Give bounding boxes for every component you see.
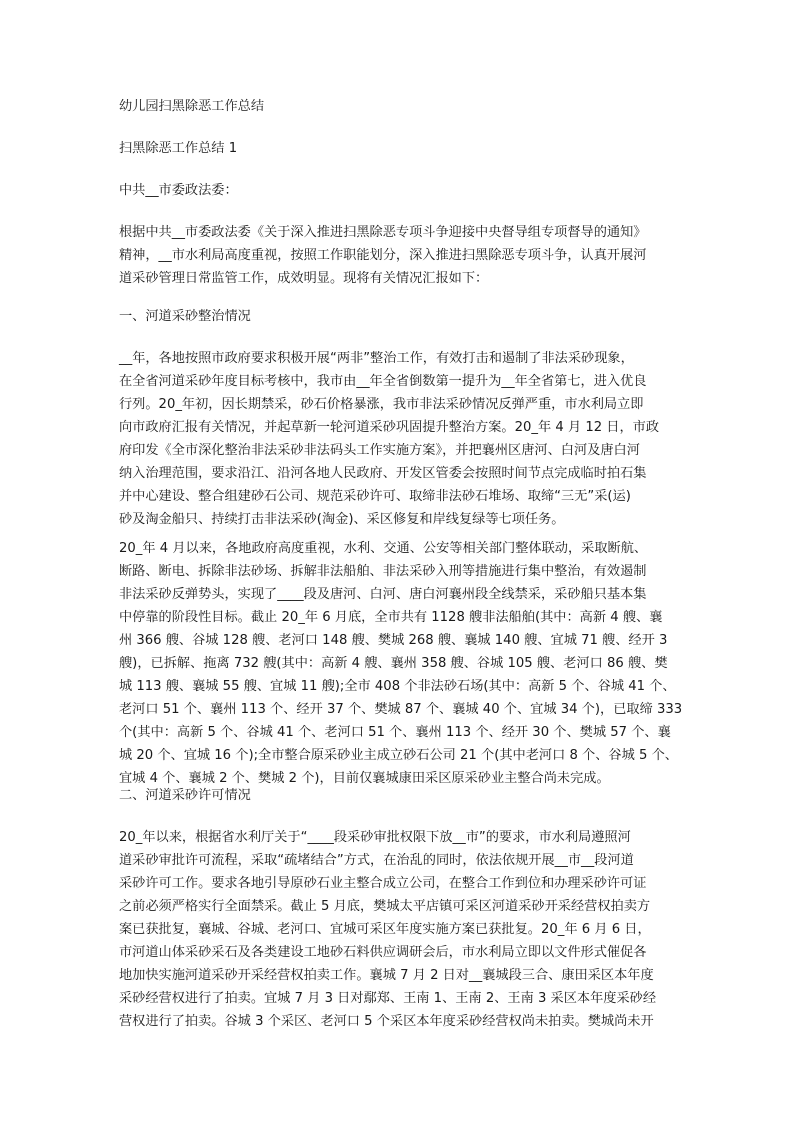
- section1-paragraph-2: [119, 537, 683, 790]
- text-line: 并中心建设、整合组建砂石公司、规范采砂许可、取缔非法砂石堆场、取缔“三无”采(运): [119, 489, 631, 504]
- text-line: 向市政府汇报有关情况，并起草新一轮河道采砂巩固提升整治方案。20_年 4 月 12 日，市政: [119, 420, 660, 435]
- document-subtitle: 扫黑除恶工作总结 1: [119, 141, 238, 156]
- text-line: 老河口 51 个、襄州 113 个、经开 37 个、樊城 87 个、襄城 40 个、宜城 34 个)，已取缔 333: [119, 702, 683, 717]
- section-heading-1: 一、河道采砂整治情况: [119, 309, 251, 324]
- text-line: 采砂经营权进行了拍卖。宜城 7 月 3 日对鄢郑、王南 1、王南 2、王南 3 采区本年度采砂经: [119, 991, 657, 1006]
- text-line: 砂及淘金船只、持续打击非法采砂(淘金)、采区修复和岸线复绿等七项任务。: [119, 512, 565, 527]
- salutation: 中共__市委政法委：: [119, 183, 238, 198]
- text-line: 在全省河道采砂年度目标考核中，我市由__年全省倒数第一提升为__年全省第七，进入优良: [119, 374, 647, 389]
- text-line: 案已获批复，襄城、谷城、老河口、宜城可采区年度实施方案已获批复。20_年 6 月 6 日，: [119, 922, 651, 937]
- text-line: 府印发《全市深化整治非法采砂非法码头工作实施方案》，并把襄州区唐河、白河及唐白河: [119, 443, 640, 458]
- text-line: 根据中共__市委政法委《关于深入推进扫黑除恶专项斗争迎接中央督导组专项督导的通知》: [119, 225, 647, 240]
- text-line: 艘)，已拆解、拖离 732 艘(其中：高新 4 艘、襄州 358 艘、谷城 105 艘、老河口 86 艘、樊: [119, 656, 668, 671]
- text-line: 城 20 个、宜城 16 个);全市整合原采砂业主成立砂石公司 21 个(其中老河口 8 个、谷城 5 个、: [119, 748, 678, 763]
- section2-paragraph-1: [119, 826, 683, 1033]
- text-line: 市河道山体采砂采石及各类建设工地砂石料供应调研会后，市水利局立即以文件形式催促各: [119, 945, 647, 960]
- text-line: 非法采砂反弹势头，实现了____段及唐河、白河、唐白河襄州段全线禁采，采砂船只基本集: [119, 587, 647, 602]
- text-line: 之前必须严格实行全面禁采。截止 5 月底，樊城太平店镇可采区河道采砂开采经营权拍卖方: [119, 899, 651, 914]
- text-line: 道采砂管理日常监管工作，成效明显。现将有关情况汇报如下：: [119, 271, 489, 286]
- text-line: 20_年 4 月以来，各地政府高度重视，水利、交通、公安等相关部门整体联动，采取断航、: [119, 541, 648, 556]
- text-line: 中停靠的阶段性目标。截止 20_年 6 月底，全市共有 1128 艘非法船舶(其中：高新 4 艘、襄: [119, 610, 663, 625]
- text-line: 城 113 艘、襄城 55 艘、宜城 11 艘);全市 408 个非法砂石场(其中：高新 5 个、谷城 41 个、: [119, 679, 676, 694]
- section-heading-2: 二、河道采砂许可情况: [119, 788, 251, 803]
- text-line: 行列。20_年初，因长期禁采，砂石价格暴涨，我市非法采砂情况反弹严重，市水利局立即: [119, 397, 644, 412]
- intro-paragraph: [119, 221, 683, 290]
- text-line: 营权进行了拍卖。谷城 3 个采区、老河口 5 个采区本年度采砂经营权尚未拍卖。樊城尚未开: [119, 1014, 654, 1029]
- text-line: 精神，__市水利局高度重视，按照工作职能划分，深入推进扫黑除恶专项斗争，认真开展河: [119, 248, 647, 263]
- section1-paragraph-1: [119, 347, 683, 531]
- text-line: __年，各地按照市政府要求积极开展“两非”整治工作，有效打击和遏制了非法采砂现象，: [119, 351, 634, 366]
- text-line: 宜城 4 个、襄城 2 个、樊城 2 个)，目前仅襄城康田采区原采砂业主整合尚未完成。: [119, 771, 610, 786]
- text-line: 采砂许可工作。要求各地引导原砂石业主整合成立公司，在整合工作到位和办理采砂许可证: [119, 876, 647, 891]
- text-line: 个(其中：高新 5 个、谷城 41 个、老河口 51 个、襄州 113 个、经开 30 个、樊城 57 个、襄: [119, 725, 671, 740]
- text-line: 州 366 艘、谷城 128 艘、老河口 148 艘、樊城 268 艘、襄城 140 艘、宜城 71 艘、经开 3: [119, 633, 668, 648]
- document-title: 幼儿园扫黑除恶工作总结: [119, 99, 265, 114]
- text-line: 纳入治理范围，要求沿江、沿河各地人民政府、开发区管委会按照时间节点完成临时拍石集: [119, 466, 647, 481]
- text-line: 道采砂审批许可流程，采取“疏堵结合”方式，在治乱的同时，依法依规开展__市__段河道: [119, 853, 634, 868]
- text-line: 20_年以来，根据省水利厅关于“____段采砂审批权限下放__市”的要求，市水利局遵照河: [119, 830, 631, 845]
- text-line: 地加快实施河道采砂开采经营权拍卖工作。襄城 7 月 2 日对__襄城段三合、康田采区本年度: [119, 968, 654, 983]
- text-line: 断路、断电、拆除非法砂场、拆解非法船舶、非法采砂入刑等措施进行集中整治，有效遏制: [119, 564, 647, 579]
